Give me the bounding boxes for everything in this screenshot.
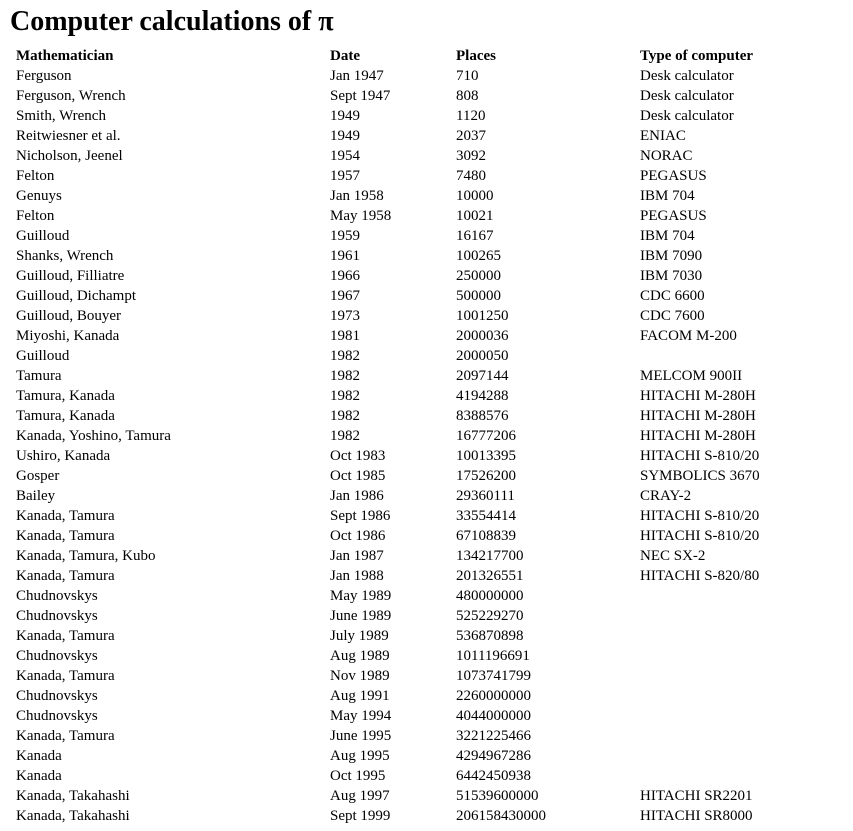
date-cell: 1973	[330, 308, 360, 324]
date-cell: Oct 1985	[330, 468, 386, 484]
computer-type-cell	[638, 686, 840, 706]
table-row	[14, 586, 840, 606]
computer-type-cell	[638, 606, 840, 626]
table-row	[14, 306, 840, 326]
pi-calculations-table	[14, 46, 840, 826]
table-body	[14, 66, 840, 826]
page-title: Computer calculations of π	[10, 6, 334, 37]
places-cell: 206158430000	[456, 808, 546, 824]
table-row	[14, 446, 840, 466]
table-row	[14, 226, 840, 246]
table-row	[14, 146, 840, 166]
mathematician-cell: Chudnovskys	[16, 648, 98, 664]
computer-type-cell: FACOM M-200	[640, 328, 737, 344]
places-cell: 16167	[456, 228, 494, 244]
table-row	[14, 366, 840, 386]
computer-type-cell: Desk calculator	[640, 88, 734, 104]
computer-type-cell: HITACHI M-280H	[640, 428, 756, 444]
computer-type-cell: Desk calculator	[640, 68, 734, 84]
places-cell: 10021	[456, 208, 494, 224]
table-row	[14, 426, 840, 446]
computer-type-cell	[638, 666, 840, 686]
table-row	[14, 566, 840, 586]
mathematician-cell: Reitwiesner et al.	[16, 128, 121, 144]
table-row	[14, 706, 840, 726]
mathematician-cell: Guilloud, Filliatre	[16, 268, 125, 284]
date-cell: June 1995	[330, 728, 392, 744]
places-cell: 17526200	[456, 468, 516, 484]
computer-type-cell	[638, 766, 840, 786]
table-row	[14, 646, 840, 666]
mathematician-cell: Guilloud	[16, 228, 70, 244]
mathematician-cell: Kanada, Yoshino, Tamura	[16, 428, 171, 444]
date-cell: 1949	[330, 128, 360, 144]
date-cell: Jan 1958	[330, 188, 384, 204]
date-cell: 1967	[330, 288, 360, 304]
mathematician-cell: Kanada, Tamura	[16, 508, 115, 524]
date-cell: Oct 1986	[330, 528, 386, 544]
date-cell: Aug 1997	[330, 788, 390, 804]
table-row	[14, 786, 840, 806]
table-row	[14, 266, 840, 286]
mathematician-cell: Nicholson, Jeenel	[16, 148, 123, 164]
computer-type-cell: HITACHI S-810/20	[640, 528, 760, 544]
mathematician-cell: Gosper	[16, 468, 60, 484]
table-row	[14, 766, 840, 786]
date-cell: Sept 1986	[330, 508, 391, 524]
column-header-mathematician: Mathematician	[16, 48, 114, 64]
mathematician-cell: Tamura, Kanada	[16, 388, 115, 404]
places-cell: 525229270	[456, 608, 524, 624]
date-cell: 1982	[330, 408, 360, 424]
date-cell: Aug 1991	[330, 688, 390, 704]
computer-type-cell: HITACHI SR2201	[640, 788, 753, 804]
mathematician-cell: Kanada	[16, 768, 62, 784]
table-row	[14, 686, 840, 706]
places-cell: 16777206	[456, 428, 516, 444]
date-cell: Oct 1983	[330, 448, 386, 464]
table-row	[14, 606, 840, 626]
places-cell: 10013395	[456, 448, 516, 464]
mathematician-cell: Tamura	[16, 368, 62, 384]
table-row	[14, 286, 840, 306]
computer-type-cell: HITACHI M-280H	[640, 408, 756, 424]
computer-type-cell	[638, 706, 840, 726]
computer-type-cell: IBM 704	[640, 188, 695, 204]
table-row	[14, 546, 840, 566]
computer-type-cell: PEGASUS	[640, 208, 707, 224]
places-cell: 29360111	[456, 488, 515, 504]
computer-type-cell: ENIAC	[640, 128, 686, 144]
table-row	[14, 746, 840, 766]
date-cell: May 1994	[330, 708, 392, 724]
date-cell: 1982	[330, 368, 360, 384]
date-cell: 1982	[330, 428, 360, 444]
mathematician-cell: Kanada, Tamura	[16, 568, 115, 584]
mathematician-cell: Smith, Wrench	[16, 108, 106, 124]
computer-type-cell: SYMBOLICS 3670	[640, 468, 760, 484]
computer-type-cell: CDC 7600	[640, 308, 705, 324]
mathematician-cell: Tamura, Kanada	[16, 408, 115, 424]
computer-type-cell: Desk calculator	[640, 108, 734, 124]
mathematician-cell: Guilloud, Dichampt	[16, 288, 136, 304]
computer-type-cell: PEGASUS	[640, 168, 707, 184]
places-cell: 4294967286	[456, 748, 531, 764]
places-cell: 500000	[456, 288, 501, 304]
places-cell: 4194288	[456, 388, 509, 404]
date-cell: Jan 1986	[330, 488, 384, 504]
places-cell: 808	[456, 88, 479, 104]
date-cell: Aug 1989	[330, 648, 390, 664]
places-cell: 67108839	[456, 528, 516, 544]
computer-type-cell: NORAC	[640, 148, 693, 164]
computer-type-cell	[638, 586, 840, 606]
computer-type-cell	[638, 346, 840, 366]
places-cell: 6442450938	[456, 768, 531, 784]
date-cell: Nov 1989	[330, 668, 390, 684]
computer-type-cell	[638, 746, 840, 766]
date-cell: 1966	[330, 268, 360, 284]
table-row	[14, 346, 840, 366]
mathematician-cell: Ferguson	[16, 68, 72, 84]
table-row	[14, 506, 840, 526]
table-row	[14, 526, 840, 546]
places-cell: 2097144	[456, 368, 509, 384]
date-cell: Jan 1947	[330, 68, 384, 84]
computer-type-cell: HITACHI S-810/20	[640, 508, 760, 524]
table-row	[14, 486, 840, 506]
table-header-row	[14, 46, 840, 66]
places-cell: 8388576	[456, 408, 509, 424]
date-cell: Aug 1995	[330, 748, 390, 764]
mathematician-cell: Genuys	[16, 188, 62, 204]
date-cell: Oct 1995	[330, 768, 386, 784]
places-cell: 2037	[456, 128, 486, 144]
mathematician-cell: Ushiro, Kanada	[16, 448, 111, 464]
date-cell: 1981	[330, 328, 360, 344]
mathematician-cell: Miyoshi, Kanada	[16, 328, 120, 344]
table-row	[14, 626, 840, 646]
date-cell: Sept 1947	[330, 88, 391, 104]
places-cell: 1120	[456, 108, 486, 124]
places-cell: 134217700	[456, 548, 524, 564]
places-cell: 2000050	[456, 348, 509, 364]
computer-type-cell: HITACHI SR8000	[640, 808, 753, 824]
table-row	[14, 106, 840, 126]
table-row	[14, 126, 840, 146]
table-row	[14, 326, 840, 346]
places-cell: 7480	[456, 168, 486, 184]
mathematician-cell: Guilloud, Bouyer	[16, 308, 121, 324]
places-cell: 710	[456, 68, 479, 84]
mathematician-cell: Kanada, Takahashi	[16, 788, 130, 804]
table-row	[14, 66, 840, 86]
table-row	[14, 806, 840, 826]
date-cell: Jan 1987	[330, 548, 384, 564]
date-cell: 1959	[330, 228, 360, 244]
computer-type-cell: IBM 7030	[640, 268, 703, 284]
computer-type-cell: HITACHI S-810/20	[640, 448, 760, 464]
places-cell: 1011196691	[456, 648, 530, 664]
computer-type-cell	[638, 626, 840, 646]
date-cell: Sept 1999	[330, 808, 391, 824]
mathematician-cell: Chudnovskys	[16, 588, 98, 604]
table-row	[14, 666, 840, 686]
mathematician-cell: Kanada, Takahashi	[16, 808, 130, 824]
computer-type-cell: MELCOM 900II	[640, 368, 743, 384]
mathematician-cell: Ferguson, Wrench	[16, 88, 126, 104]
mathematician-cell: Felton	[16, 168, 55, 184]
computer-type-cell	[638, 646, 840, 666]
date-cell: June 1989	[330, 608, 392, 624]
places-cell: 1001250	[456, 308, 509, 324]
date-cell: 1954	[330, 148, 360, 164]
date-cell: 1982	[330, 348, 360, 364]
places-cell: 250000	[456, 268, 501, 284]
mathematician-cell: Kanada, Tamura	[16, 728, 115, 744]
mathematician-cell: Kanada, Tamura	[16, 668, 115, 684]
column-header-places: Places	[456, 48, 496, 64]
places-cell: 2260000000	[456, 688, 531, 704]
places-cell: 100265	[456, 248, 501, 264]
table-row	[14, 466, 840, 486]
date-cell: 1982	[330, 388, 360, 404]
table-row	[14, 386, 840, 406]
mathematician-cell: Felton	[16, 208, 55, 224]
computer-type-cell: HITACHI S-820/80	[640, 568, 760, 584]
mathematician-cell: Kanada, Tamura	[16, 628, 115, 644]
places-cell: 480000000	[456, 588, 524, 604]
places-cell: 33554414	[456, 508, 516, 524]
date-cell: Jan 1988	[330, 568, 384, 584]
mathematician-cell: Kanada	[16, 748, 62, 764]
table-row	[14, 246, 840, 266]
computer-type-cell: CDC 6600	[640, 288, 705, 304]
places-cell: 3221225466	[456, 728, 531, 744]
computer-type-cell	[638, 726, 840, 746]
computer-type-cell: IBM 7090	[640, 248, 703, 264]
mathematician-cell: Bailey	[16, 488, 56, 504]
places-cell: 3092	[456, 148, 486, 164]
column-header-date: Date	[330, 48, 360, 64]
places-cell: 536870898	[456, 628, 524, 644]
places-cell: 10000	[456, 188, 494, 204]
date-cell: 1961	[330, 248, 360, 264]
computer-type-cell: HITACHI M-280H	[640, 388, 756, 404]
mathematician-cell: Chudnovskys	[16, 708, 98, 724]
table-row	[14, 726, 840, 746]
date-cell: 1949	[330, 108, 360, 124]
mathematician-cell: Guilloud	[16, 348, 70, 364]
date-cell: July 1989	[330, 628, 389, 644]
table-row	[14, 166, 840, 186]
places-cell: 4044000000	[456, 708, 531, 724]
places-cell: 201326551	[456, 568, 524, 584]
table-row	[14, 406, 840, 426]
mathematician-cell: Chudnovskys	[16, 688, 98, 704]
date-cell: May 1989	[330, 588, 392, 604]
table-row	[14, 206, 840, 226]
places-cell: 1073741799	[456, 668, 531, 684]
mathematician-cell: Kanada, Tamura	[16, 528, 115, 544]
computer-type-cell: NEC SX-2	[640, 548, 706, 564]
places-cell: 51539600000	[456, 788, 539, 804]
places-cell: 2000036	[456, 328, 509, 344]
table-row	[14, 186, 840, 206]
mathematician-cell: Kanada, Tamura, Kubo	[16, 548, 156, 564]
mathematician-cell: Shanks, Wrench	[16, 248, 114, 264]
computer-type-cell: CRAY-2	[640, 488, 692, 504]
mathematician-cell: Chudnovskys	[16, 608, 98, 624]
table-row	[14, 86, 840, 106]
column-header-type-of-computer: Type of computer	[640, 48, 754, 64]
date-cell: 1957	[330, 168, 360, 184]
date-cell: May 1958	[330, 208, 392, 224]
computer-type-cell: IBM 704	[640, 228, 695, 244]
